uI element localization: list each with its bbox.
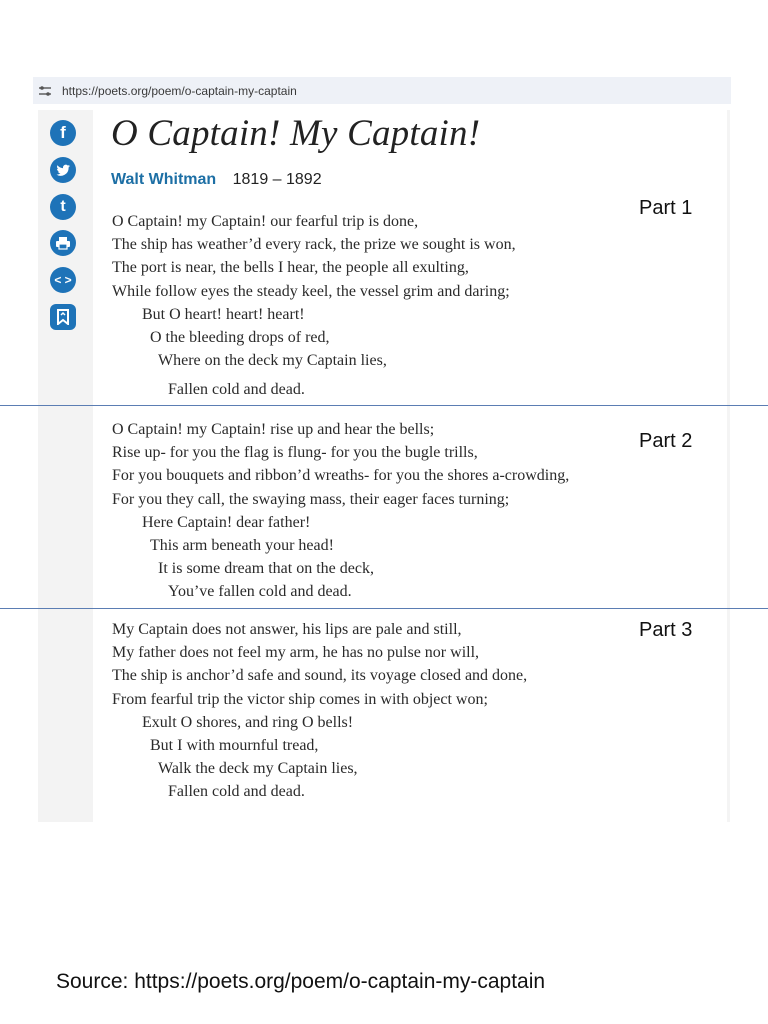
poem-line: Rise up- for you the flag is flung- for you the bugle trills, xyxy=(112,444,478,462)
twitter-icon[interactable] xyxy=(50,157,76,183)
poem-line: Fallen cold and dead. xyxy=(168,381,305,399)
poem-line: For you bouquets and ribbon’d wreaths- for you the shores a-crowding, xyxy=(112,467,570,485)
stanza-3 xyxy=(112,618,527,804)
embed-icon[interactable]: < > xyxy=(50,267,76,293)
poem-line: Exult O shores, and ring O bells! xyxy=(142,713,354,731)
poem-line: The port is near, the bells I hear, the people all exulting, xyxy=(112,259,469,277)
print-icon[interactable] xyxy=(50,230,76,256)
poem-line: My father does not feel my arm, he has no pulse nor will, xyxy=(112,644,480,662)
poem-line: Here Captain! dear father! xyxy=(142,513,311,531)
poem-line: My Captain does not answer, his lips are pale and still, xyxy=(112,621,462,638)
poem-line: But O heart! heart! heart! xyxy=(142,305,305,323)
poem-line: The ship has weather’d every rack, the prize we sought is won, xyxy=(112,236,516,254)
tune-icon[interactable] xyxy=(38,85,52,97)
poem-line: While follow eyes the steady keel, the vessel grim and daring; xyxy=(112,282,510,300)
author-years: 1819 – 1892 xyxy=(232,171,322,188)
bookmark-icon[interactable] xyxy=(50,304,76,330)
part-label-1: Part 1 xyxy=(639,197,693,219)
section-divider xyxy=(0,405,768,406)
poem-line: For you they call, the swaying mass, their eager faces turning; xyxy=(112,490,510,508)
poem-line: This arm beneath your head! xyxy=(150,536,334,554)
facebook-icon[interactable]: f xyxy=(50,120,76,146)
poem-line: From fearful trip the victor ship comes in with object won; xyxy=(112,690,488,708)
stanza-2 xyxy=(112,418,569,604)
poem-line: O Captain! my Captain! rise up and hear the bells; xyxy=(112,421,435,438)
section-divider xyxy=(0,608,768,609)
source-caption: Source: https://poets.org/poem/o-captain-my-captain xyxy=(56,970,546,993)
poem-line: The ship is anchor’d safe and sound, its voyage closed and done, xyxy=(112,667,528,685)
poem-line: You’ve fallen cold and dead. xyxy=(168,583,352,601)
poem-line: It is some dream that on the deck, xyxy=(158,560,374,578)
poem-line: Walk the deck my Captain lies, xyxy=(158,760,358,778)
stanza-1 xyxy=(112,210,516,402)
poem-title: O Captain! My Captain! xyxy=(111,113,481,154)
author-link[interactable]: Walt Whitman xyxy=(111,171,217,188)
tumblr-icon[interactable]: t xyxy=(50,194,76,220)
poem-line: O Captain! my Captain! our fearful trip is done, xyxy=(112,213,419,230)
poem-line: O the bleeding drops of red, xyxy=(150,328,330,346)
poem-line: Where on the deck my Captain lies, xyxy=(158,352,387,370)
poem-line: Fallen cold and dead. xyxy=(168,783,305,801)
byline xyxy=(111,171,322,189)
poem-line: But I with mournful tread, xyxy=(150,736,319,754)
page-edge xyxy=(727,110,730,822)
url-text[interactable]: https://poets.org/poem/o-captain-my-captain xyxy=(62,83,297,98)
url-bar[interactable] xyxy=(33,77,731,104)
part-label-2: Part 2 xyxy=(639,430,693,452)
part-label-3: Part 3 xyxy=(639,619,693,641)
